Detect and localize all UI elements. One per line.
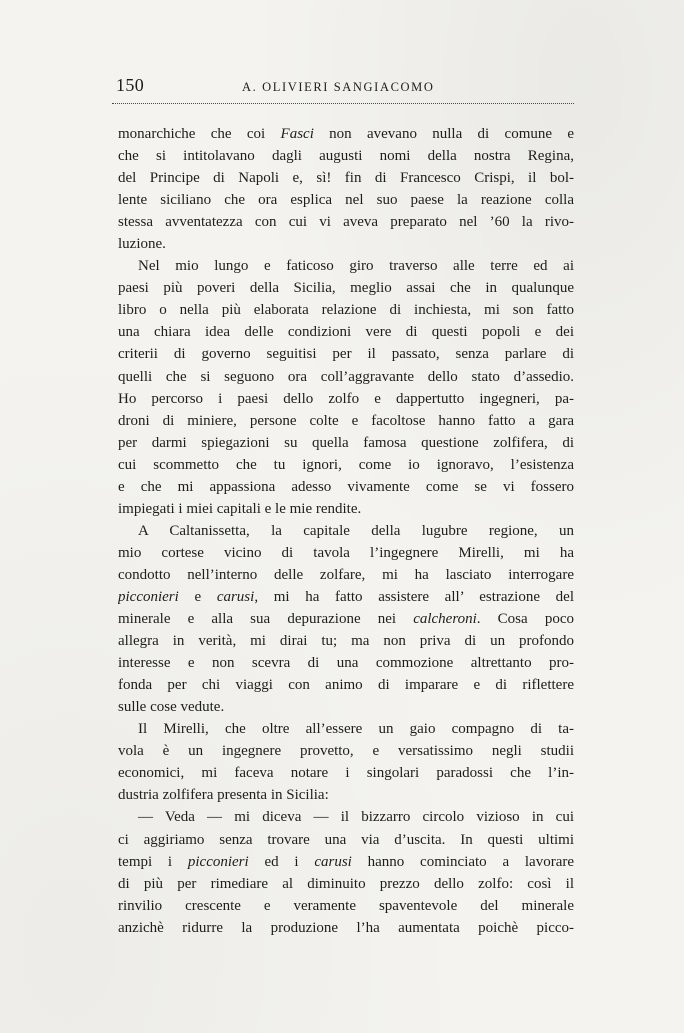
text-segment: paesi più poveri della Sicilia, meglio assai che in qualunque <box>118 280 574 297</box>
text-line <box>118 388 574 410</box>
italic-term: Fasci <box>280 126 314 142</box>
page-number: 150 <box>116 75 145 95</box>
text-segment: quelli che si seguono ora coll’aggravante dello stato d’assedio. <box>118 368 574 385</box>
page-header <box>112 75 574 105</box>
text-line <box>118 564 574 586</box>
text-segment: cui scommetto che tu ignori, come io ignoravo, l’esistenza <box>118 456 574 473</box>
text-segment: anzichè ridurre la produzione l’ha aumentata poichè picco- <box>118 919 574 936</box>
italic-term: picconieri <box>118 588 179 605</box>
text-segment: impiegati i miei capitali e le mie rendite. <box>118 500 362 517</box>
text-line <box>118 652 574 674</box>
text-segment: monarchiche che coi <box>118 126 281 142</box>
text-segment: allegra in verità, mi dirai tu; ma non priva di un profondo <box>118 633 574 650</box>
italic-term: carusi <box>216 588 255 605</box>
text-segment: tempi i <box>118 853 188 870</box>
text-line <box>118 277 574 299</box>
text-segment: minerale e alla sua depurazione nei <box>118 611 414 628</box>
text-line <box>118 410 574 432</box>
text-segment: stessa avventatezza con cui vi aveva preparato nel ’60 la rivo- <box>118 214 574 231</box>
text-segment: fonda per chi viaggi con animo di imparare e di riflettere <box>118 677 574 694</box>
text-segment: sulle cose vedute. <box>118 699 225 716</box>
text-line <box>118 476 574 498</box>
text-segment: e <box>178 588 217 605</box>
text-line <box>118 851 574 873</box>
text-line <box>118 586 574 608</box>
text-segment: Nel mio lungo e faticoso giro traverso alle terre ed ai <box>138 258 574 275</box>
text-line <box>118 608 574 630</box>
running-head: A. OLIVIERI SANGIACOMO <box>242 80 435 94</box>
text-line <box>118 343 574 365</box>
text-segment: A Caltanissetta, la capitale della lugubre regione, un <box>138 522 574 539</box>
text-line <box>118 740 574 762</box>
text-segment: libro o nella più elaborata relazione di inchiesta, mi son fatto <box>118 302 574 319</box>
text-line <box>118 542 574 564</box>
text-segment: lente siciliano che ora esplica nel suo paese la reazione colla <box>118 192 574 209</box>
text-segment: non avevano nulla di comune e <box>313 126 574 142</box>
text-line <box>118 233 574 255</box>
text-line <box>118 630 574 652</box>
text-line <box>118 366 574 388</box>
text-segment: . Cosa poco <box>476 611 574 628</box>
text-segment: ed i <box>248 853 315 870</box>
text-segment: , mi ha fatto assistere all’ estrazione del <box>254 588 574 605</box>
text-segment: droni di miniere, persone colte e facoltose hanno fatto a gara <box>118 412 574 429</box>
text-segment: una chiara idea delle condizioni vere di questi popoli e dei <box>118 324 574 341</box>
text-segment: vola è un ingegnere provetto, e versatissimo negli studii <box>118 743 574 760</box>
text-line <box>118 895 574 917</box>
text-line <box>118 189 574 211</box>
text-line <box>118 498 574 520</box>
text-line <box>118 432 574 454</box>
text-line <box>118 123 574 145</box>
text-line <box>118 696 574 718</box>
italic-term: calcheroni <box>413 611 477 628</box>
text-line <box>118 718 574 740</box>
text-segment: rinvilio crescente e veramente spaventevole del minerale <box>118 897 574 914</box>
text-segment: dustria zolfifera presenta in Sicilia: <box>118 787 329 804</box>
text-segment: condotto nell’interno delle zolfare, mi ha lasciato interrogare <box>118 566 574 583</box>
text-segment: luzione. <box>118 236 166 253</box>
text-segment: che si intitolavano dagli augusti nomi della nostra Regina, <box>118 148 574 165</box>
text-segment: — Veda — mi diceva — il bizzarro circolo vizioso in cui <box>138 809 574 826</box>
text-line <box>118 520 574 542</box>
body-text <box>118 123 574 939</box>
text-segment: del Principe di Napoli e, sì! fin di Francesco Crispi, il bol- <box>118 170 574 187</box>
text-segment: economici, mi faceva notare i singolari paradossi che l’in- <box>118 765 574 782</box>
italic-term: picconieri <box>187 853 249 870</box>
text-segment: mio cortese vicino di tavola l’ingegnere Mirelli, mi ha <box>118 544 574 561</box>
text-line <box>118 321 574 343</box>
text-line <box>118 873 574 895</box>
text-segment: hanno cominciato a lavorare <box>351 853 574 870</box>
text-line <box>118 762 574 784</box>
text-line <box>118 674 574 696</box>
text-segment: di più per rimediare al diminuito prezzo dello zolfo: così il <box>118 875 574 892</box>
text-segment: criterii di governo seguitisi per il passato, senza parlare di <box>118 346 574 363</box>
text-line <box>118 255 574 277</box>
text-line <box>118 806 574 828</box>
text-segment: Ho percorso i paesi dello zolfo e dappertutto ingegneri, pa- <box>118 390 574 407</box>
text-segment: Il Mirelli, che oltre all’essere un gaio compagno di ta- <box>138 721 574 738</box>
text-line <box>118 299 574 321</box>
text-segment: e che mi appassiona adesso vivamente come se vi fossero <box>118 478 574 495</box>
italic-term: carusi <box>314 853 352 870</box>
text-line <box>118 784 574 806</box>
text-line <box>118 211 574 233</box>
text-line <box>118 145 574 167</box>
text-segment: per darmi spiegazioni su quella famosa questione zolfifera, di <box>118 434 574 451</box>
text-line <box>118 829 574 851</box>
text-line <box>118 454 574 476</box>
text-segment: interesse e non scevra di una commozione altrettanto pro- <box>118 655 574 672</box>
header-rule <box>112 103 574 104</box>
text-line <box>118 167 574 189</box>
text-segment: ci aggiriamo senza trovare una via d’uscita. In questi ultimi <box>118 831 574 848</box>
text-line <box>118 917 574 939</box>
